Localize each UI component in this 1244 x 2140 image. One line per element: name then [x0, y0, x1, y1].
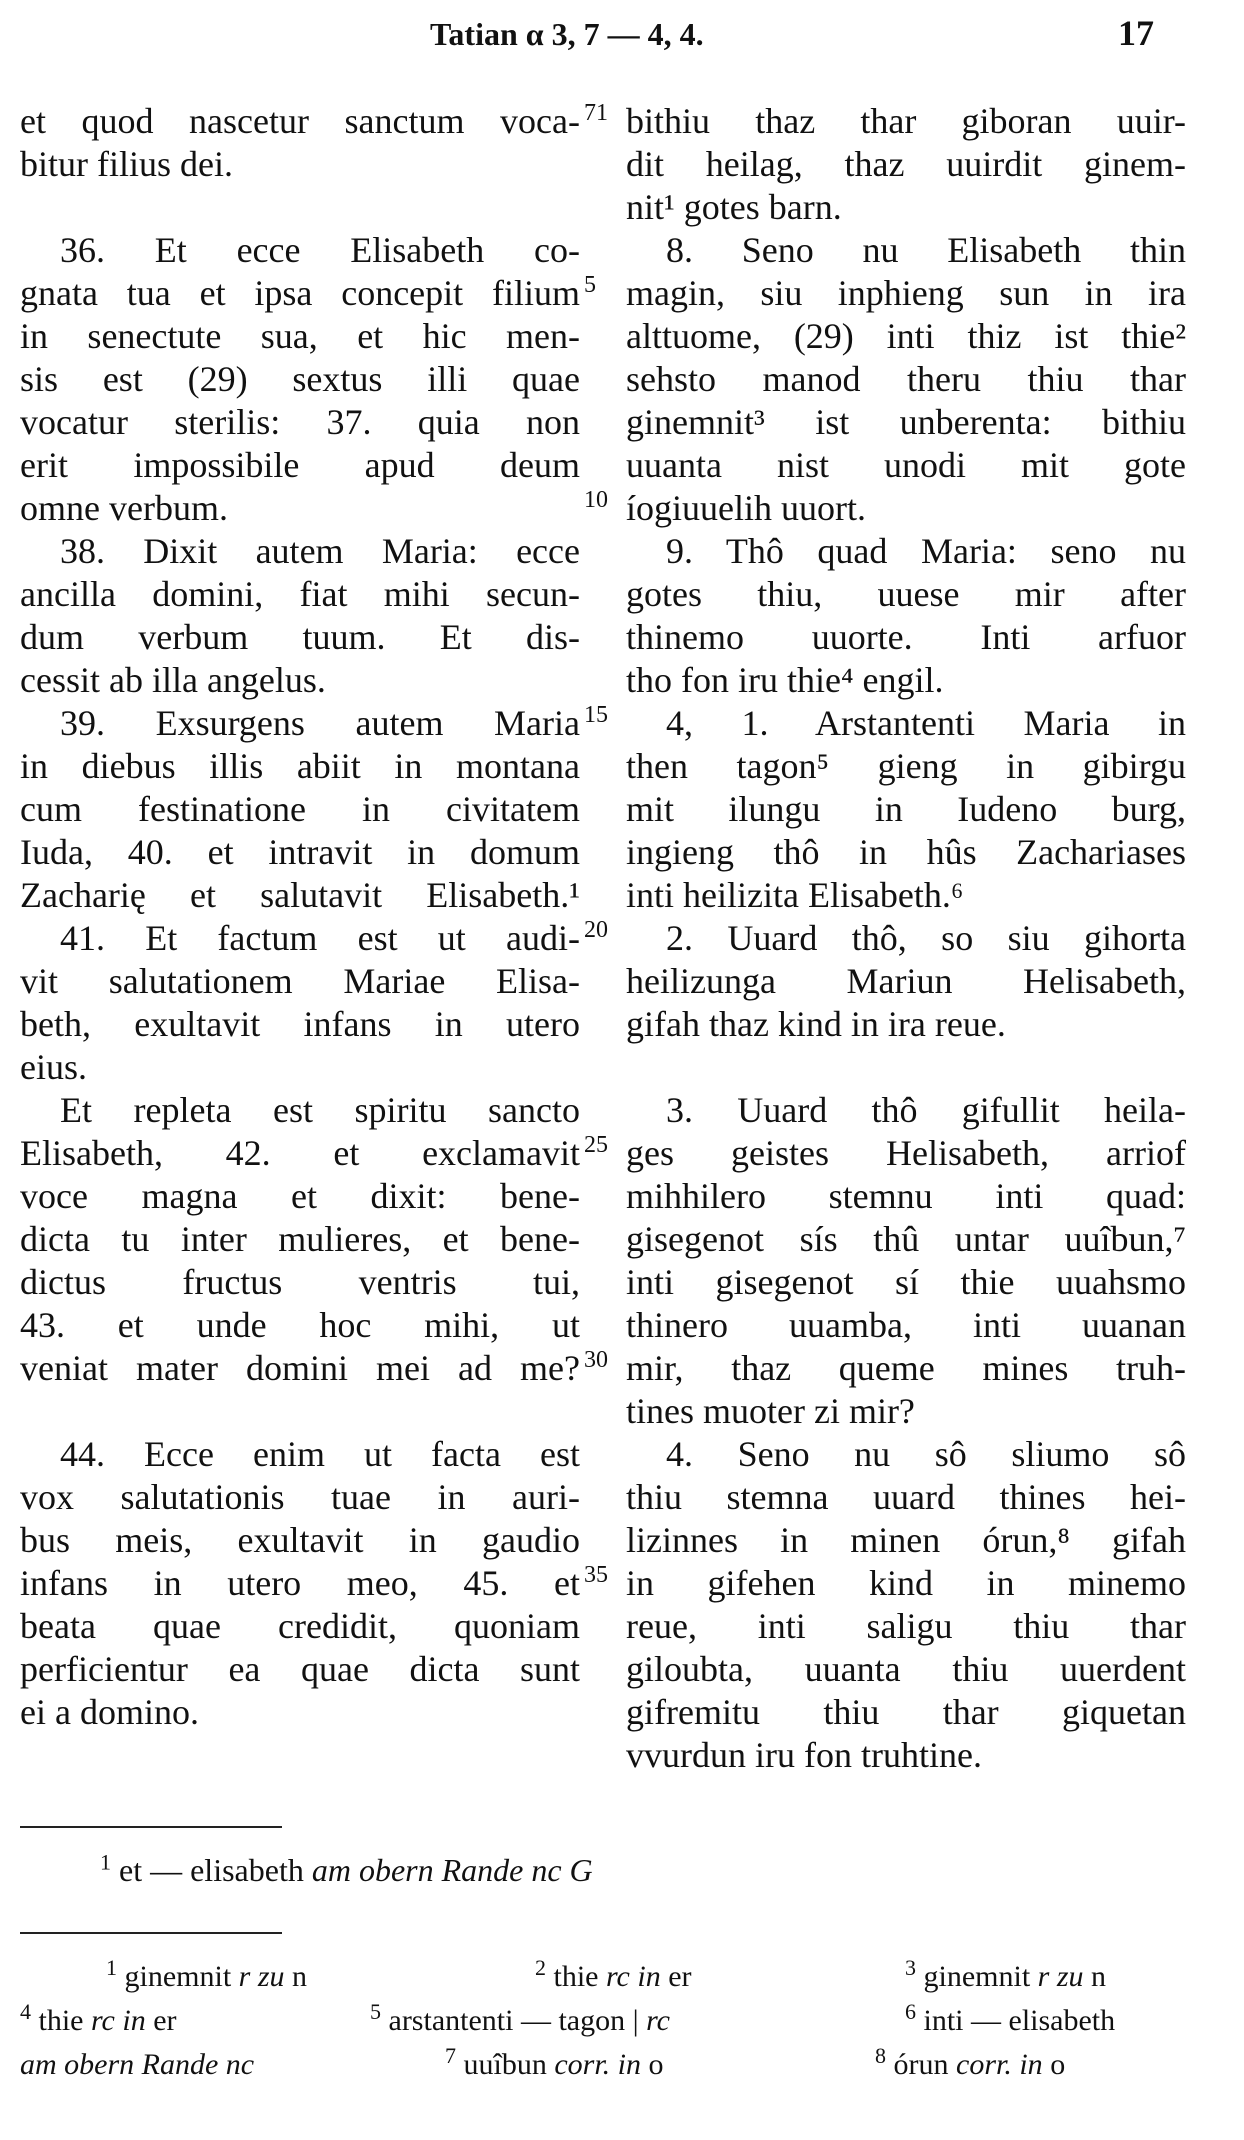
text-line: Et repleta est spiritu sancto: [60, 1090, 580, 1130]
line-number: 35: [584, 1562, 608, 1588]
footnote-mark: 1: [100, 1849, 111, 1875]
text-line: [626, 1046, 1186, 1089]
text-line: mihhilero stemnu inti quad:: [626, 1176, 1186, 1216]
text-line: tho fon iru thie⁴ engil.: [626, 660, 944, 700]
text-line: Iuda, 40. et intravit in domum: [20, 832, 580, 872]
text-line: Elisabeth, 42. et exclamavit: [20, 1133, 580, 1173]
line-number: 15: [584, 702, 608, 728]
latin-footnote: [100, 1849, 593, 1889]
text-line: 4, 1. Arstantenti Maria in: [666, 703, 1186, 743]
text-line: veniat mater domini mei ad me?: [20, 1348, 580, 1388]
text-line: [20, 1390, 580, 1433]
footnote: $^7$ uuîbun corr. in o: [445, 2043, 664, 2081]
text-line: inti gisegenot sí thie uuahsmo: [626, 1262, 1186, 1302]
text-line: beata quae credidit, quoniam: [20, 1606, 580, 1646]
text-line: voce magna et dixit: bene-: [20, 1176, 580, 1216]
footnote-text: et — elisabeth: [119, 1852, 304, 1888]
text-line: gifah thaz kind in ira reue.: [626, 1004, 1006, 1044]
footnote: $^3$ ginemnit r zu n: [905, 1955, 1107, 1993]
text-line: in gifehen kind in minemo: [626, 1563, 1186, 1603]
footnote-row: [20, 2043, 1220, 2092]
text-line: mir, thaz queme mines truh-: [626, 1348, 1186, 1388]
text-line: ei a domino.: [20, 1692, 199, 1732]
text-line: ginemnit³ ist unberenta: bithiu: [626, 402, 1186, 442]
text-line: Zacharię et salutavit Elisabeth.¹: [20, 875, 580, 915]
text-line: 3. Uuard thô gifullit heila-: [666, 1090, 1186, 1130]
text-line: gnata tua et ipsa concepit filium: [20, 273, 580, 313]
line-number: 20: [584, 917, 608, 943]
line-number: 25: [584, 1132, 608, 1158]
page-number: 17: [1118, 13, 1154, 53]
text-line: 36. Et ecce Elisabeth co-: [60, 230, 580, 270]
text-line: thinero uuamba, inti uuanan: [626, 1305, 1186, 1345]
text-line: beth, exultavit infans in utero: [20, 1004, 580, 1044]
text-line: eius.: [20, 1047, 87, 1087]
text-line: et quod nascetur sanctum voca-: [20, 101, 580, 141]
text-line: 9. Thô quad Maria: seno nu: [666, 531, 1186, 571]
text-line: gotes thiu, uuese mir after: [626, 574, 1186, 614]
text-line: bitur filius dei.: [20, 144, 233, 184]
text-line: in diebus illis abiit in montana: [20, 746, 580, 786]
text-line: inti heilizita Elisabeth.⁶: [626, 875, 964, 915]
text-line: 43. et unde hoc mihi, ut: [20, 1305, 580, 1345]
text-line: cum festinatione in civitatem: [20, 789, 580, 829]
text-line: ges geistes Helisabeth, arriof: [626, 1133, 1186, 1173]
text-line: nit¹ gotes barn.: [626, 187, 842, 227]
text-line: vvurdun iru fon truhtine.: [626, 1735, 982, 1775]
text-line: 44. Ecce enim ut facta est: [60, 1434, 580, 1474]
footnote-rule: [20, 1932, 282, 1934]
text-line: vox salutationis tuae in auri-: [20, 1477, 580, 1517]
text-line: cessit ab illa angelus.: [20, 660, 326, 700]
text-line: mit ilungu in Iudeno burg,: [626, 789, 1186, 829]
text-line: 41. Et factum est ut audi-: [60, 918, 580, 958]
text-line: dum verbum tuum. Et dis-: [20, 617, 580, 657]
text-line: omne verbum.: [20, 488, 228, 528]
running-header: [0, 10, 1244, 56]
line-number: 5: [584, 272, 596, 298]
text-line: uuanta nist unodi mit gote: [626, 445, 1186, 485]
text-line: sis est (29) sextus illi quae: [20, 359, 580, 399]
line-number: 30: [584, 1347, 608, 1373]
text-line: thiu stemna uuard thines hei-: [626, 1477, 1186, 1517]
text-line: 4. Seno nu sô sliumo sô: [666, 1434, 1186, 1474]
footnote-rule: [20, 1826, 282, 1828]
running-title: Tatian α 3, 7 — 4, 4.: [430, 16, 704, 52]
ohg-footnotes: [20, 1955, 1220, 2092]
text-line: thinemo uuorte. Inti arfuor: [626, 617, 1186, 657]
text-line: 8. Seno nu Elisabeth thin: [666, 230, 1186, 270]
text-line: infans in utero meo, 45. et: [20, 1563, 580, 1603]
footnote-continuation: am obern Rande nc: [20, 2048, 255, 2081]
text-line: then tagon⁵ gieng in gibirgu: [626, 746, 1186, 786]
footnote: $^8$ órun corr. in o: [875, 2043, 1066, 2081]
text-line: gifremitu thiu thar giquetan: [626, 1692, 1186, 1732]
text-line: tines muoter zi mir?: [626, 1391, 915, 1431]
text-line: perficientur ea quae dicta sunt: [20, 1649, 580, 1689]
footnote: $^5$ arstantenti — tagon | rc: [370, 1999, 670, 2037]
footnote: $^1$ ginemnit r zu n: [106, 1955, 308, 1993]
text-line: in senectute sua, et hic men-: [20, 316, 580, 356]
text-line: magin, siu inphieng sun in ira: [626, 273, 1186, 313]
ohg-column: [626, 100, 1186, 1777]
text-line: gisegenot sís thû untar uuîbun,⁷: [626, 1219, 1186, 1259]
text-line: dicta tu inter mulieres, et bene-: [20, 1219, 580, 1259]
footnote: $^6$ inti — elisabeth: [905, 1999, 1116, 2037]
text-line: heilizunga Mariun Helisabeth,: [626, 961, 1186, 1001]
text-line: 39. Exsurgens autem Maria: [60, 703, 580, 743]
text-line: bithiu thaz thar giboran uuir-: [626, 101, 1186, 141]
text-line: [20, 186, 580, 229]
footnote: $^4$ thie rc in er: [20, 1999, 177, 2037]
footnote: $^2$ thie rc in er: [535, 1955, 692, 1993]
text-line: sehsto manod theru thiu thar: [626, 359, 1186, 399]
text-line: lizinnes in minen órun,⁸ gifah: [626, 1520, 1186, 1560]
text-line: ancilla domini, fiat mihi secun-: [20, 574, 580, 614]
text-line: dictus fructus ventris tui,: [20, 1262, 580, 1302]
text-line: vit salutationem Mariae Elisa-: [20, 961, 580, 1001]
text-line: 2. Uuard thô, so siu gihorta: [666, 918, 1186, 958]
footnote-note: am obern Rande nc G: [311, 1852, 593, 1888]
text-line: vocatur sterilis: 37. quia non: [20, 402, 580, 442]
text-line: erit impossibile apud deum: [20, 445, 580, 485]
text-line: alttuome, (29) inti thiz ist thie²: [626, 316, 1186, 356]
text-line: reue, inti saligu thiu thar: [626, 1606, 1186, 1646]
footnote-row: [20, 1955, 1220, 2004]
line-number: 71: [584, 100, 608, 126]
text-line: bus meis, exultavit in gaudio: [20, 1520, 580, 1560]
text-line: 38. Dixit autem Maria: ecce: [60, 531, 580, 571]
footnote-row: [20, 1999, 1220, 2048]
line-number: 10: [584, 487, 608, 513]
text-line: ingieng thô in hûs Zachariases: [626, 832, 1186, 872]
text-line: íogiuuelih uuort.: [626, 488, 866, 528]
text-line: dit heilag, thaz uuirdit ginem-: [626, 144, 1186, 184]
latin-column: [20, 100, 580, 1734]
text-line: giloubta, uuanta thiu uuerdent: [626, 1649, 1186, 1689]
